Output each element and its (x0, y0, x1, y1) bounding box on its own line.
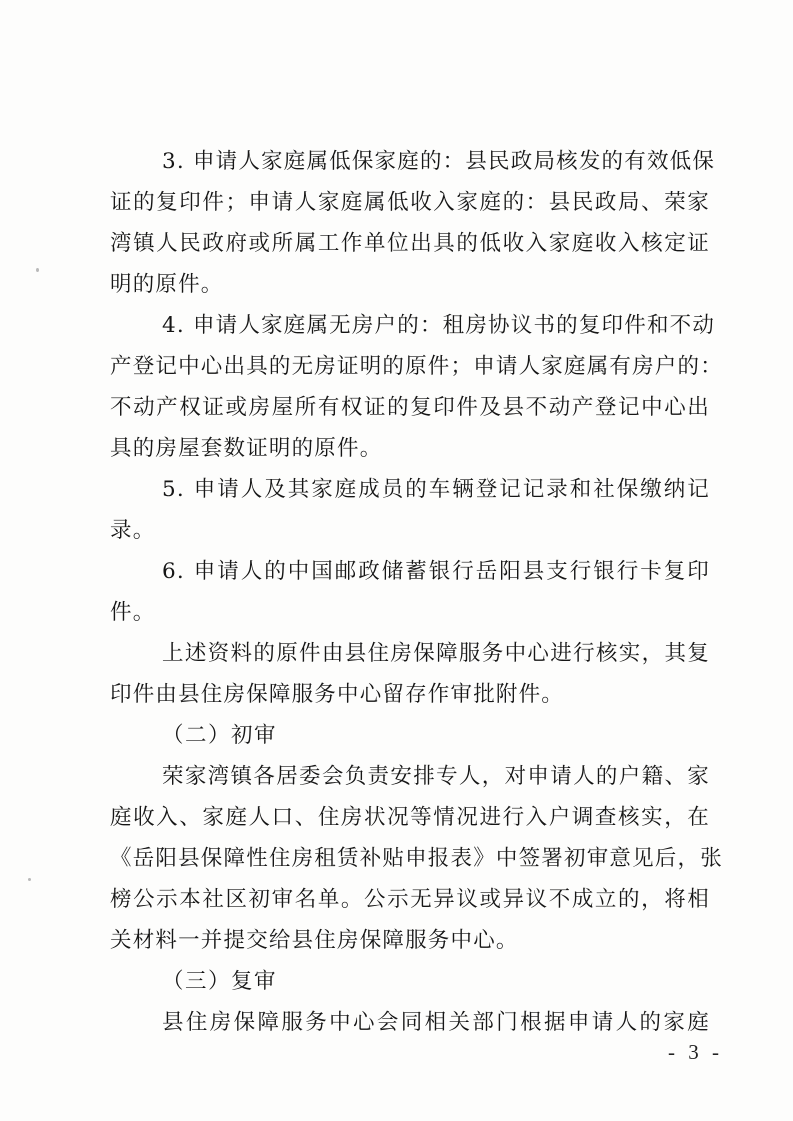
paragraph-line: 关材料一并提交给县住房保障服务中心。 (110, 928, 519, 953)
section-heading: （三）复审 (162, 969, 278, 994)
paragraph-line: 产登记中心出具的无房证明的原件；申请人家庭属有房户的： (110, 354, 723, 379)
paragraph-line: 上述资料的原件由县住房保障服务中心进行核实，其复 (162, 641, 710, 666)
scan-speck (36, 268, 39, 272)
paragraph-line: 荣家湾镇各居委会负责安排专人，对申请人的户籍、家 (162, 764, 710, 789)
page-number: - 3 - (668, 1040, 723, 1064)
paragraph-line: 5. 申请人及其家庭成员的车辆登记记录和社保缴纳记 (162, 477, 710, 502)
paragraph-line: 庭收入、家庭人口、住房状况等情况进行入户调查核实，在 (110, 805, 710, 830)
paragraph-line: 湾镇人民政府或所属工作单位出具的低收入家庭收入核定证 (110, 231, 710, 256)
paragraph-line: 证的复印件；申请人家庭属低收入家庭的：县民政局、荣家 (110, 190, 710, 215)
paragraph-line: 6. 申请人的中国邮政储蓄银行岳阳县支行银行卡复印 (162, 559, 710, 584)
paragraph-line: 录。 (110, 518, 156, 543)
scan-speck (28, 878, 31, 881)
paragraph-line: 具的房屋套数证明的原件。 (110, 436, 383, 461)
paragraph-line: 《岳阳县保障性住房租赁补贴申报表》中签署初审意见后，张 (110, 846, 723, 871)
paragraph-line: 3. 申请人家庭属低保家庭的：县民政局核发的有效低保 (162, 149, 716, 174)
paragraph-line: 件。 (110, 600, 156, 625)
paragraph-line: 不动产权证或房屋所有权证的复印件及县不动产登记中心出 (110, 395, 710, 420)
paragraph-line: 明的原件。 (110, 272, 224, 297)
paragraph-line: 印件由县住房保障服务中心留存作审批附件。 (110, 682, 565, 707)
paragraph-line: 榜公示本社区初审名单。公示无异议或异议不成立的，将相 (110, 887, 710, 912)
paragraph-line: 4. 申请人家庭属无房户的：租房协议书的复印件和不动 (162, 313, 716, 338)
section-heading: （二）初审 (162, 723, 278, 748)
paragraph-line: 县住房保障服务中心会同相关部门根据申请人的家庭 (162, 1010, 710, 1035)
